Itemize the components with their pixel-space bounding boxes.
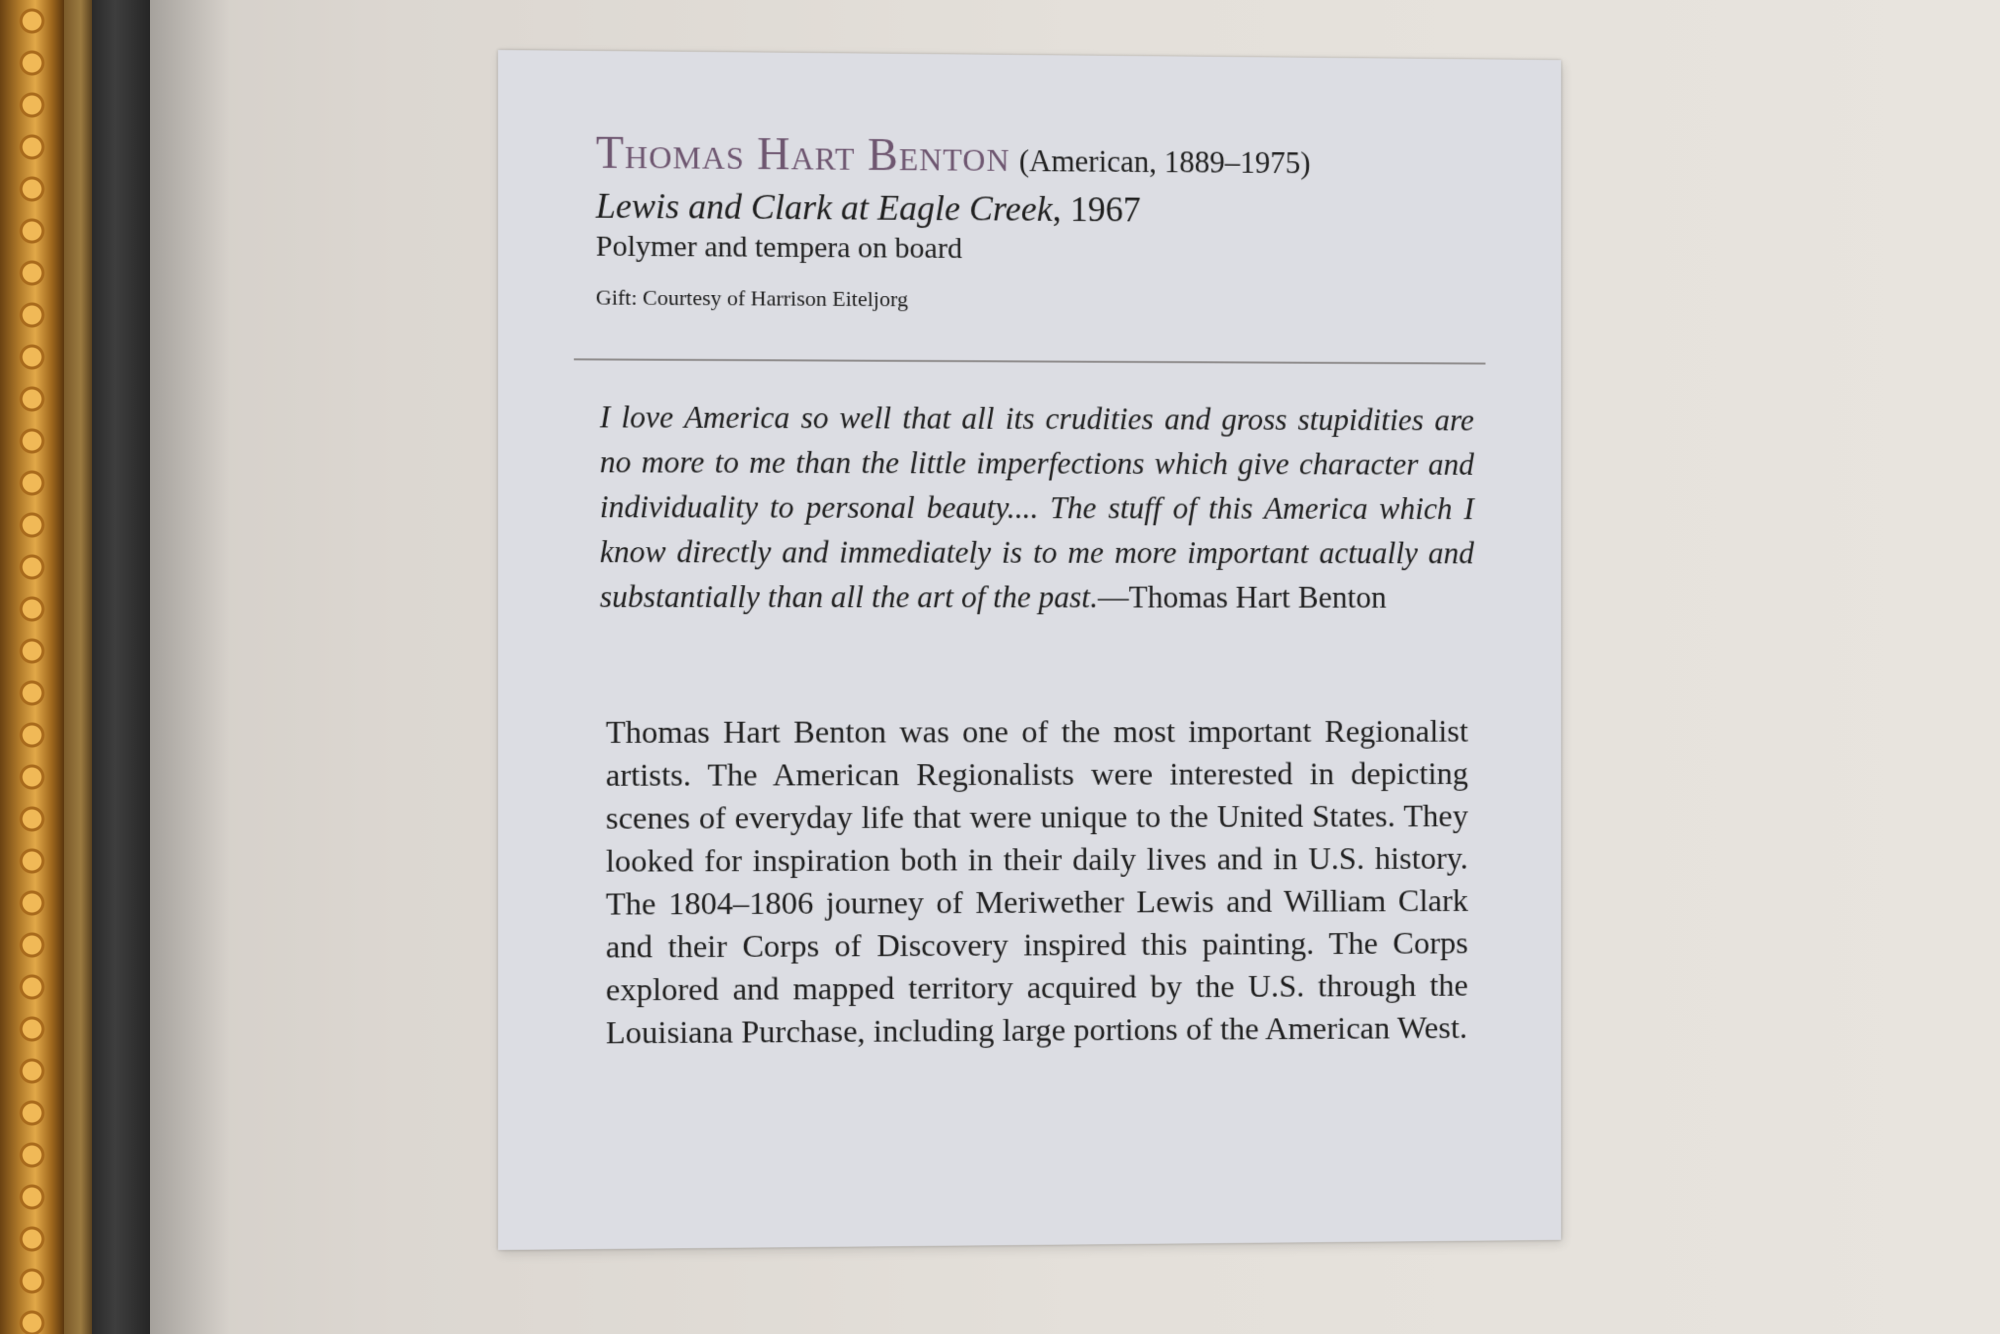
artist-nationality-dates: (American, 1889–1975) xyxy=(1019,143,1311,181)
frame-dark-liner xyxy=(92,0,150,1334)
artist-quote xyxy=(600,394,1474,619)
artwork-year: , 1967 xyxy=(1052,189,1141,230)
divider-rule xyxy=(574,358,1486,364)
artist-name: Thomas Hart Benton xyxy=(595,126,1010,181)
quote-attribution: —Thomas Hart Benton xyxy=(1097,579,1387,615)
frame-inner-molding xyxy=(64,0,92,1334)
museum-label-card xyxy=(498,50,1561,1250)
gilded-frame-edge xyxy=(0,0,64,1334)
credit-line: Gift: Courtesy of Harrison Eiteljorg xyxy=(595,284,908,312)
artwork-title-line xyxy=(596,184,1480,234)
artwork-medium: Polymer and tempera on board xyxy=(595,229,963,265)
artwork-title: Lewis and Clark at Eagle Creek xyxy=(595,185,1053,229)
artist-line xyxy=(595,126,1480,187)
quote-text: I love America so well that all its crudities and gross stupidities are no more to me than the little imperfections which give character and individuality to personal beauty.... The stuff of this America which I know directly and immediately is to me more important actually and substantially than all the art of the past. xyxy=(599,399,1475,615)
interpretive-text: Thomas Hart Benton was one of the most important Regionalist artists. The American Regionalists were interested in depicting scenes of everyday life that were unique to the United States. They looked for inspiration both in their daily lives and in U.S. history. The 1804–1806 journey of Meriwether Lewis and William Clark and their Corps of Discovery inspired this painting. The Corps explored and mapped territory acquired by the U.S. through the Louisiana Purchase, including large portions of the American West. xyxy=(605,713,1469,1052)
frame-shadow xyxy=(150,0,230,1334)
label-header xyxy=(595,126,1480,316)
